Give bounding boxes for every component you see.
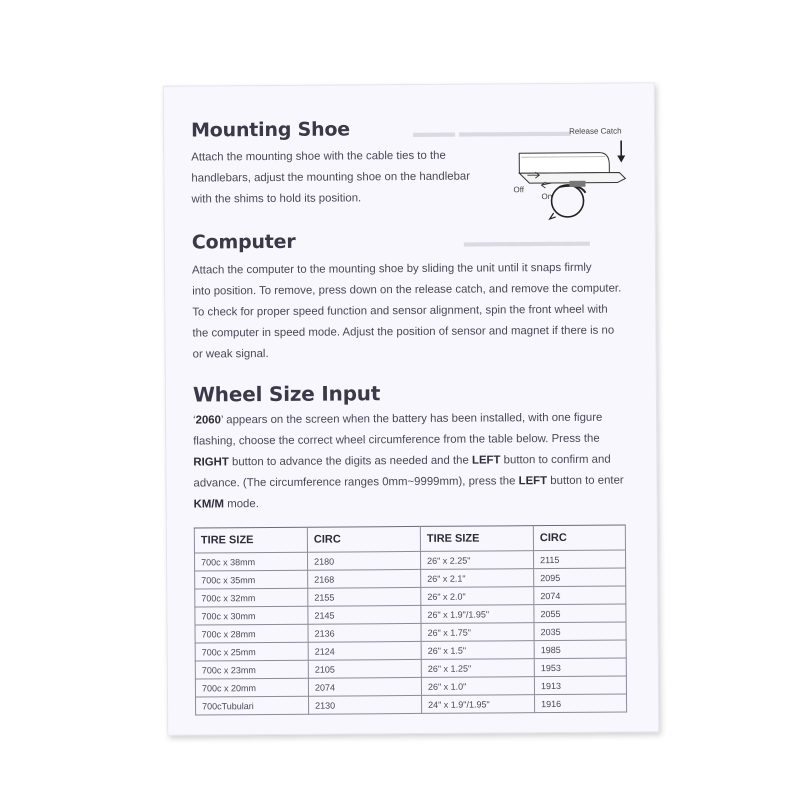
left-button-label: LEFT — [471, 454, 501, 467]
tire-size-cell: 26" x 2.1" — [421, 569, 534, 588]
on-label: On — [541, 192, 553, 202]
default-value-2060: 2060 — [195, 414, 221, 427]
tire-size-cell: 700c x 32mm — [195, 588, 308, 607]
wheel-line-1 — [193, 408, 602, 432]
wheel-line-5 — [194, 494, 259, 515]
wheel-line-3-text-b: button to confirm and — [500, 453, 611, 467]
mounting-line-2: handlebars, adjust the mounting shoe on the handlebar — [191, 170, 471, 185]
wheel-line-2: flashing, choose the correct wheel circumference from the table below. Press the — [193, 432, 600, 448]
tire-size-cell: 26" x 2.0" — [421, 587, 534, 606]
circ-cell: 2180 — [307, 551, 420, 570]
release-catch-label: Release Catch — [569, 126, 622, 136]
computer-line-3: To check for proper speed function and sensor alignment, spin the front wheel with — [192, 303, 608, 319]
circ-cell: 1913 — [534, 676, 626, 695]
circ-cell: 2035 — [534, 622, 626, 641]
circ-cell: 2168 — [308, 569, 421, 588]
wheel-line-4 — [193, 471, 623, 495]
tire-size-cell: 26" x 1.25" — [421, 659, 534, 678]
circ-cell: 2074 — [308, 677, 421, 696]
mounting-line-3: with the shims to hold its position. — [191, 192, 362, 206]
computer-line-2: into position. To remove, press down on the release catch, and remove the computer. — [192, 282, 622, 298]
computer-heading: Computer — [191, 230, 296, 254]
wheel-line-3-text-a: button to advance the digits as needed and the — [228, 454, 473, 469]
tire-size-cell: 24" x 1.9"/1.95" — [421, 695, 534, 714]
km-m-label: KM/M — [193, 498, 225, 511]
circ-cell: 2055 — [534, 604, 626, 623]
tire-size-cell: 700c x 35mm — [195, 570, 308, 589]
left-button-label-2: LEFT — [518, 475, 548, 488]
circ-cell: 1985 — [534, 640, 626, 659]
quote-close: ’ — [220, 414, 224, 427]
right-button-label: RIGHT — [193, 456, 229, 469]
tire-size-cell: 700c x 30mm — [195, 606, 308, 625]
bleed-through-text: ▬▬▬▬▬▬▬▬▬ — [463, 232, 590, 250]
circ-cell: 2155 — [308, 587, 421, 606]
header-circ: CIRC — [307, 526, 420, 552]
wheel-line-1-text: appears on the screen when the battery has been installed, with one figure — [223, 411, 603, 427]
circ-cell: 2136 — [308, 623, 421, 642]
circ-cell: 1953 — [534, 658, 626, 677]
header-circ-2: CIRC — [533, 525, 625, 551]
instruction-sheet — [163, 82, 660, 735]
wheel-size-table — [194, 525, 627, 716]
wheel-line-4-text-a: advance. (The circumference ranges 0mm~9999mm), press the — [193, 475, 519, 490]
table-header-row — [194, 525, 625, 553]
circ-cell: 1916 — [534, 694, 626, 713]
mounting-shoe-diagram — [509, 122, 640, 233]
tire-size-cell: 700c x 28mm — [195, 624, 308, 643]
tire-size-cell: 26" x 1.5" — [421, 641, 534, 660]
tire-size-cell: 700cTubulari — [196, 696, 309, 715]
tire-size-cell: 26" x 1.0" — [421, 677, 534, 696]
computer-line-5: or weak signal. — [192, 347, 269, 361]
mounting-line-1: Attach the mounting shoe with the cable ties to the — [191, 149, 446, 164]
circ-cell: 2105 — [308, 659, 421, 678]
circ-cell: 2074 — [534, 586, 626, 605]
header-tire-size-2: TIRE SIZE — [420, 526, 533, 552]
off-label: Off — [513, 185, 525, 195]
mounting-shoe-illustration — [509, 122, 640, 233]
tire-size-cell: 26" x 1.9"/1.95" — [421, 605, 534, 624]
table-body — [195, 550, 627, 715]
circ-cell: 2124 — [308, 641, 421, 660]
bleed-through-text: ▬▬▬ ▬▬▬▬▬▬▬▬ — [413, 122, 572, 140]
tire-size-cell: 700c x 20mm — [195, 678, 308, 697]
table-row — [196, 694, 627, 715]
circ-cell: 2115 — [533, 550, 625, 569]
tire-size-cell: 26" x 2.25" — [420, 551, 533, 570]
mounting-shoe-heading: Mounting Shoe — [190, 118, 351, 142]
tire-size-cell: 700c x 38mm — [195, 552, 308, 571]
computer-line-4: the computer in speed mode. Adjust the position of sensor and magnet if there is no — [192, 324, 615, 340]
computer-line-1: Attach the computer to the mounting shoe by sliding the unit until it snaps firmly — [191, 261, 592, 277]
wheel-size-heading: Wheel Size Input — [192, 381, 381, 407]
tire-size-cell: 700c x 23mm — [195, 660, 308, 679]
circ-cell: 2145 — [308, 605, 421, 624]
circ-cell: 2095 — [534, 568, 626, 587]
wheel-line-4-text-b: button to enter — [547, 474, 624, 488]
wheel-line-3 — [193, 450, 610, 474]
circ-cell: 2130 — [309, 695, 422, 714]
quote-open: ‘ — [193, 414, 196, 427]
header-tire-size: TIRE SIZE — [194, 527, 307, 553]
wheel-line-5-text: mode. — [223, 498, 259, 511]
tire-size-cell: 26" x 1.75" — [421, 623, 534, 642]
tire-size-cell: 700c x 25mm — [195, 642, 308, 661]
